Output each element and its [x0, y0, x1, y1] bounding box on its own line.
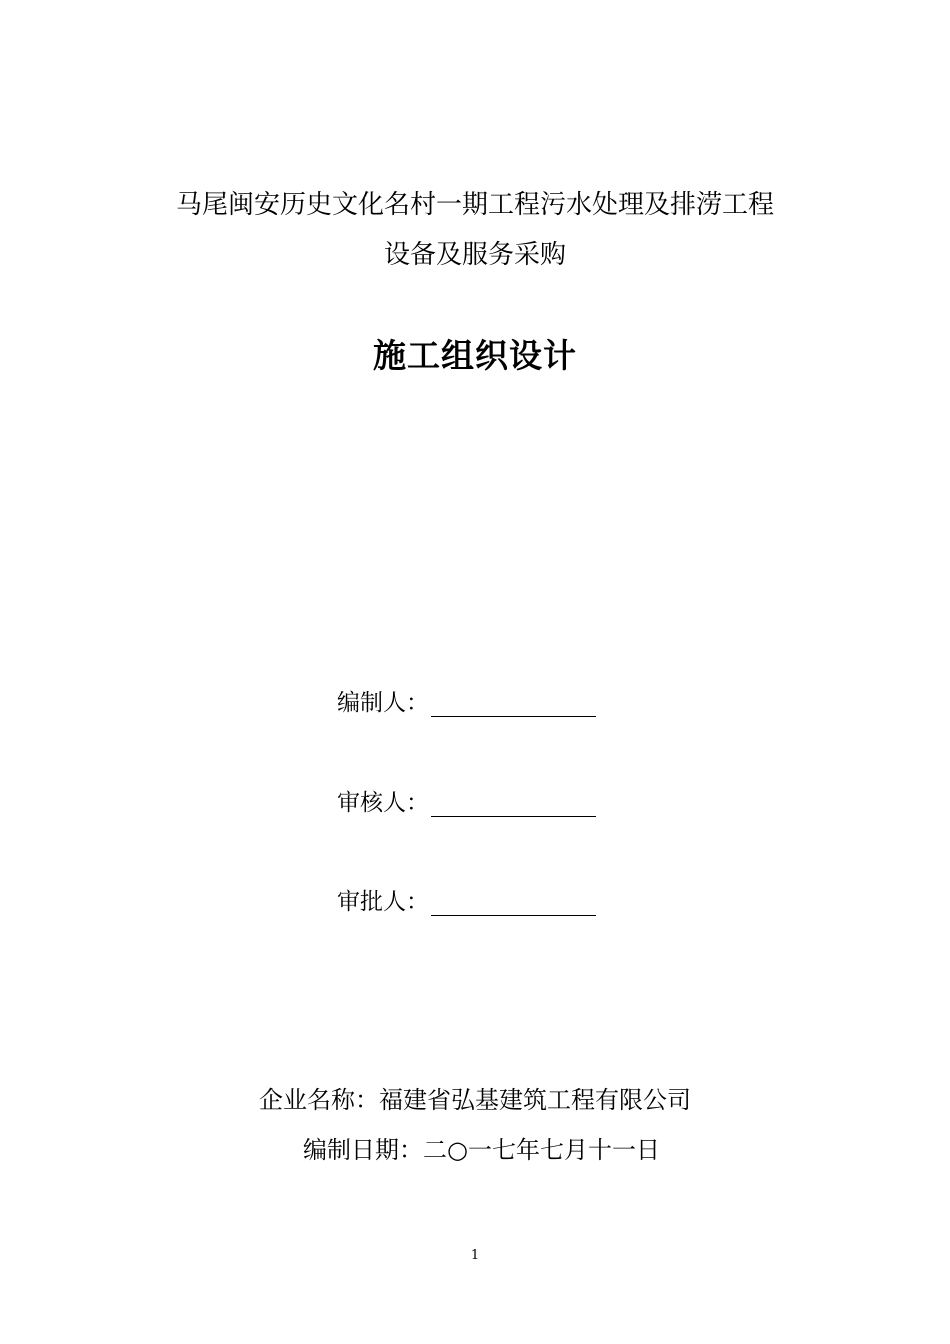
approver-label: 审批人：: [337, 889, 429, 915]
approver-signature-row: [337, 883, 596, 913]
company-name: 福建省弘基建筑工程有限公司: [379, 1086, 691, 1114]
reviewer-label: 审核人：: [337, 790, 429, 816]
reviewer-signature-row: [337, 784, 596, 814]
company-line: [0, 1080, 950, 1115]
company-label: 企业名称：: [259, 1086, 379, 1114]
reviewer-signature-line: [431, 792, 596, 817]
project-title-line2: 设备及服务采购: [383, 240, 566, 270]
compiler-signature-row: [337, 684, 596, 714]
page-number: 1: [470, 1248, 480, 1263]
document-title: 施工组织设计: [373, 336, 577, 375]
date-label: 编制日期：: [303, 1136, 423, 1164]
date-value: 二○一七年七月十一日: [423, 1136, 660, 1164]
project-title-line1: 马尾闽安历史文化名村一期工程污水处理及排涝工程: [175, 190, 774, 220]
approver-signature-line: [431, 891, 596, 916]
compiler-signature-line: [431, 692, 596, 717]
compiler-label: 编制人：: [337, 690, 429, 716]
